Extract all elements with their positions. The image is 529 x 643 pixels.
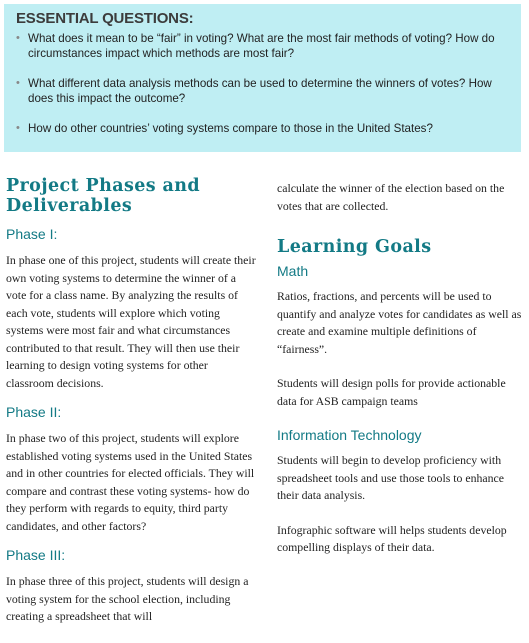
bullet-icon: • [16, 77, 20, 89]
list-item [16, 31, 509, 61]
phase-2-text: In phase two of this project, students will explore established voting systems used in the United States and in other countries for elected officials. They will compare and contrast these voting systems- how do they perform with regards to equity, third party candidates, and other factors? [6, 431, 255, 533]
learning-goals-heading: Learning Goals [277, 237, 432, 257]
math-heading: Math [277, 263, 309, 279]
list-item [16, 121, 509, 136]
essential-questions-title: ESSENTIAL QUESTIONS: [16, 10, 194, 27]
phase-3-text: In phase three of this project, students will design a voting system for the school election, including creating a spreadsheet that will [6, 574, 249, 623]
project-phases-heading: Project Phases and Deliverables [6, 176, 201, 216]
question-text: What does it mean to be “fair” in voting? What are the most fair methods of voting? How do circumstances impact which methods are most fair? [28, 32, 495, 60]
phase-3-continuation-text: calculate the winner of the election based on the votes that are collected. [277, 181, 505, 213]
question-text: What different data analysis methods can be used to determine the winners of votes? How does this impact the outcome? [28, 77, 492, 105]
phase-3-heading: Phase III: [6, 547, 66, 563]
left-column [6, 176, 258, 626]
information-technology-heading: Information Technology [277, 427, 422, 443]
math-paragraph-2: Students will design polls for provide actionable data for ASB campaign teams [277, 376, 506, 408]
phase-1-heading: Phase I: [6, 226, 58, 242]
essential-questions-box [4, 4, 521, 152]
bullet-icon: • [16, 122, 20, 134]
list-item [16, 76, 509, 106]
phase-1-text: In phase one of this project, students will create their own voting systems to determine the winner of a vote for a class name. By analyzing the results of each vote, students will explore which voting systems were most fair and what circumstances contributed to that result. They will then use their learning to design voting systems for other classroom decisions. [6, 253, 256, 390]
essential-questions-list [16, 31, 509, 136]
it-paragraph-1: Students will begin to develop proficiency with spreadsheet tools and use those tools to enhance their data analysis. [277, 453, 505, 502]
math-paragraph-1: Ratios, fractions, and percents will be used to quantify and analyze votes for candidates as well as create and examine multiple definitions of “fairness”. [277, 289, 522, 356]
phase-2-heading: Phase II: [6, 404, 62, 420]
it-paragraph-2: Infographic software will helps students develop compelling displays of their data. [277, 522, 507, 554]
bullet-icon: • [16, 32, 20, 44]
question-text: How do other countries’ voting systems compare to those in the United States? [28, 122, 433, 135]
right-column [277, 180, 525, 557]
